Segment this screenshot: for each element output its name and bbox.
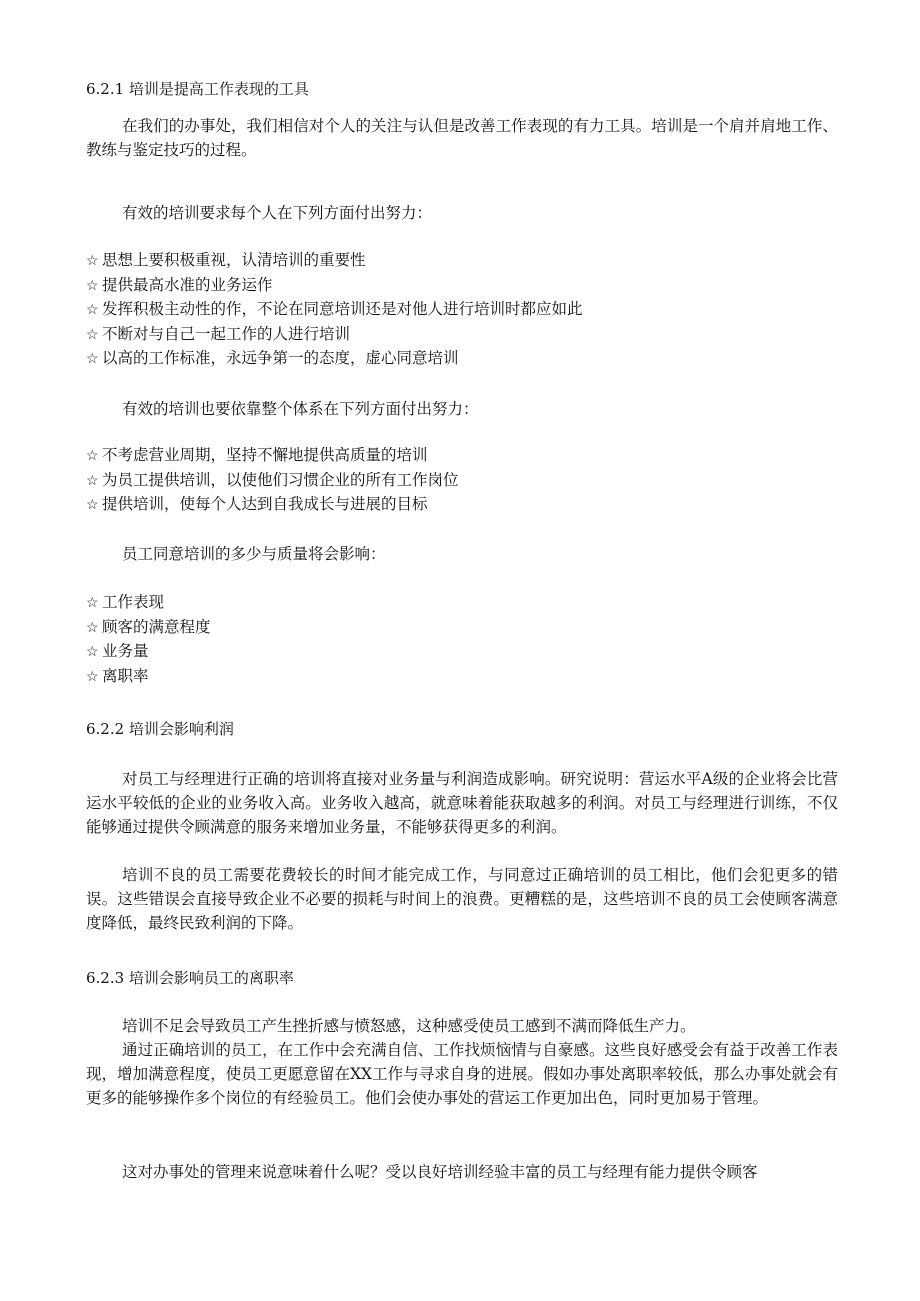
- paragraph-management-meaning: 这对办事处的管理来说意味着什么呢？受以良好培训经验丰富的员工与经理有能力提供令顾客: [122, 1163, 758, 1181]
- section-heading-6-2-2: 6.2.2 培训会影响利润: [86, 720, 234, 738]
- paragraph-individual-effort-intro: 有效的培训要求每个人在下列方面付出努力：: [122, 204, 433, 222]
- star-icon: ☆: [86, 644, 99, 660]
- star-icon: ☆: [86, 253, 99, 269]
- list-item: ☆ 工作表现: [86, 590, 838, 615]
- star-icon: ☆: [86, 351, 99, 367]
- paragraph-training-tool: 在我们的办事处，我们相信对个人的关注与认但是改善工作表现的有力工具。培训是一个肩并肩地工作、教练与鉴定技巧的过程。: [86, 117, 838, 159]
- star-icon: ☆: [86, 619, 99, 636]
- paragraph-profit-impact: 对员工与经理进行正确的培训将直接对业务量与利润造成影响。研究说明：营运水平A级的企业将会比营运水平较低的企业的业务收入高。业务收入越高，就意味着能获取越多的利润。对员工与经理进行训练，不仅能够通过提供令顾满意的服务来增加业务量，不能够获得更多的利润。: [86, 770, 838, 836]
- list-item: ☆ 顾客的满意程度: [86, 615, 838, 640]
- paragraph-system-effort-intro: 有效的培训也要依靠整个体系在下列方面付出努力：: [122, 400, 479, 418]
- star-icon: ☆: [86, 277, 99, 294]
- paragraph-impact-intro: 员工同意培训的多少与质量将会影响：: [122, 545, 386, 563]
- list-item: ☆ 不考虑营业周期，坚持不懈地提供高质量的培训: [86, 443, 838, 468]
- individual-effort-list: [86, 248, 838, 371]
- star-icon: ☆: [86, 448, 99, 464]
- star-icon: ☆: [86, 668, 99, 685]
- star-icon: ☆: [86, 497, 99, 513]
- list-item: ☆ 以高的工作标准，永远争第一的态度，虚心同意培训: [86, 346, 838, 371]
- section-heading-6-2-3: 6.2.3 培训会影响员工的离职率: [86, 969, 294, 987]
- paragraph-confidence: 通过正确培训的员工，在工作中会充满自信、工作找烦恼情与自豪感。这些良好感受会有益于改善工作表现，增加满意程度，使员工更愿意留在XX工作与寻求自身的进展。假如办事处离职率较低，那么办事处就会有更多的能够操作多个岗位的有经验员工。他们会使办事处的营运工作更加出色，同时更加易于管理。: [86, 1041, 838, 1107]
- list-item: ☆ 为员工提供培训，以使他们习惯企业的所有工作岗位: [86, 468, 838, 493]
- list-item: ☆ 业务量: [86, 639, 838, 664]
- list-item: ☆ 提供培训，使每个人达到自我成长与进展的目标: [86, 492, 838, 517]
- paragraph-frustration: 培训不足会导致员工产生挫折感与愤怒感，这种感受使员工感到不满而降低生产力。: [122, 1017, 696, 1035]
- list-item: ☆ 离职率: [86, 664, 838, 689]
- star-icon: ☆: [86, 302, 99, 318]
- star-icon: ☆: [86, 326, 99, 343]
- list-item: ☆ 提供最高水准的业务运作: [86, 273, 838, 298]
- star-icon: ☆: [86, 595, 99, 611]
- paragraph-poor-training: 培训不良的员工需要花费较长的时间才能完成工作，与同意过正确培训的员工相比，他们会犯更多的错误。这些错误会直接导致企业不必要的损耗与时间上的浪费。更糟糕的是，这些培训不良的员工会使顾客满意度降低，最终民致利润的下降。: [86, 866, 838, 932]
- list-item: ☆ 思想上要积极重视，认清培训的重要性: [86, 248, 838, 273]
- list-item: ☆ 不断对与自己一起工作的人进行培训: [86, 322, 838, 347]
- star-icon: ☆: [86, 472, 99, 489]
- system-effort-list: [86, 443, 838, 517]
- impact-list: [86, 590, 838, 688]
- list-item: ☆ 发挥积极主动性的作，不论在同意培训还是对他人进行培训时都应如此: [86, 297, 838, 322]
- section-heading-6-2-1: 6.2.1 培训是提高工作表现的工具: [86, 80, 309, 98]
